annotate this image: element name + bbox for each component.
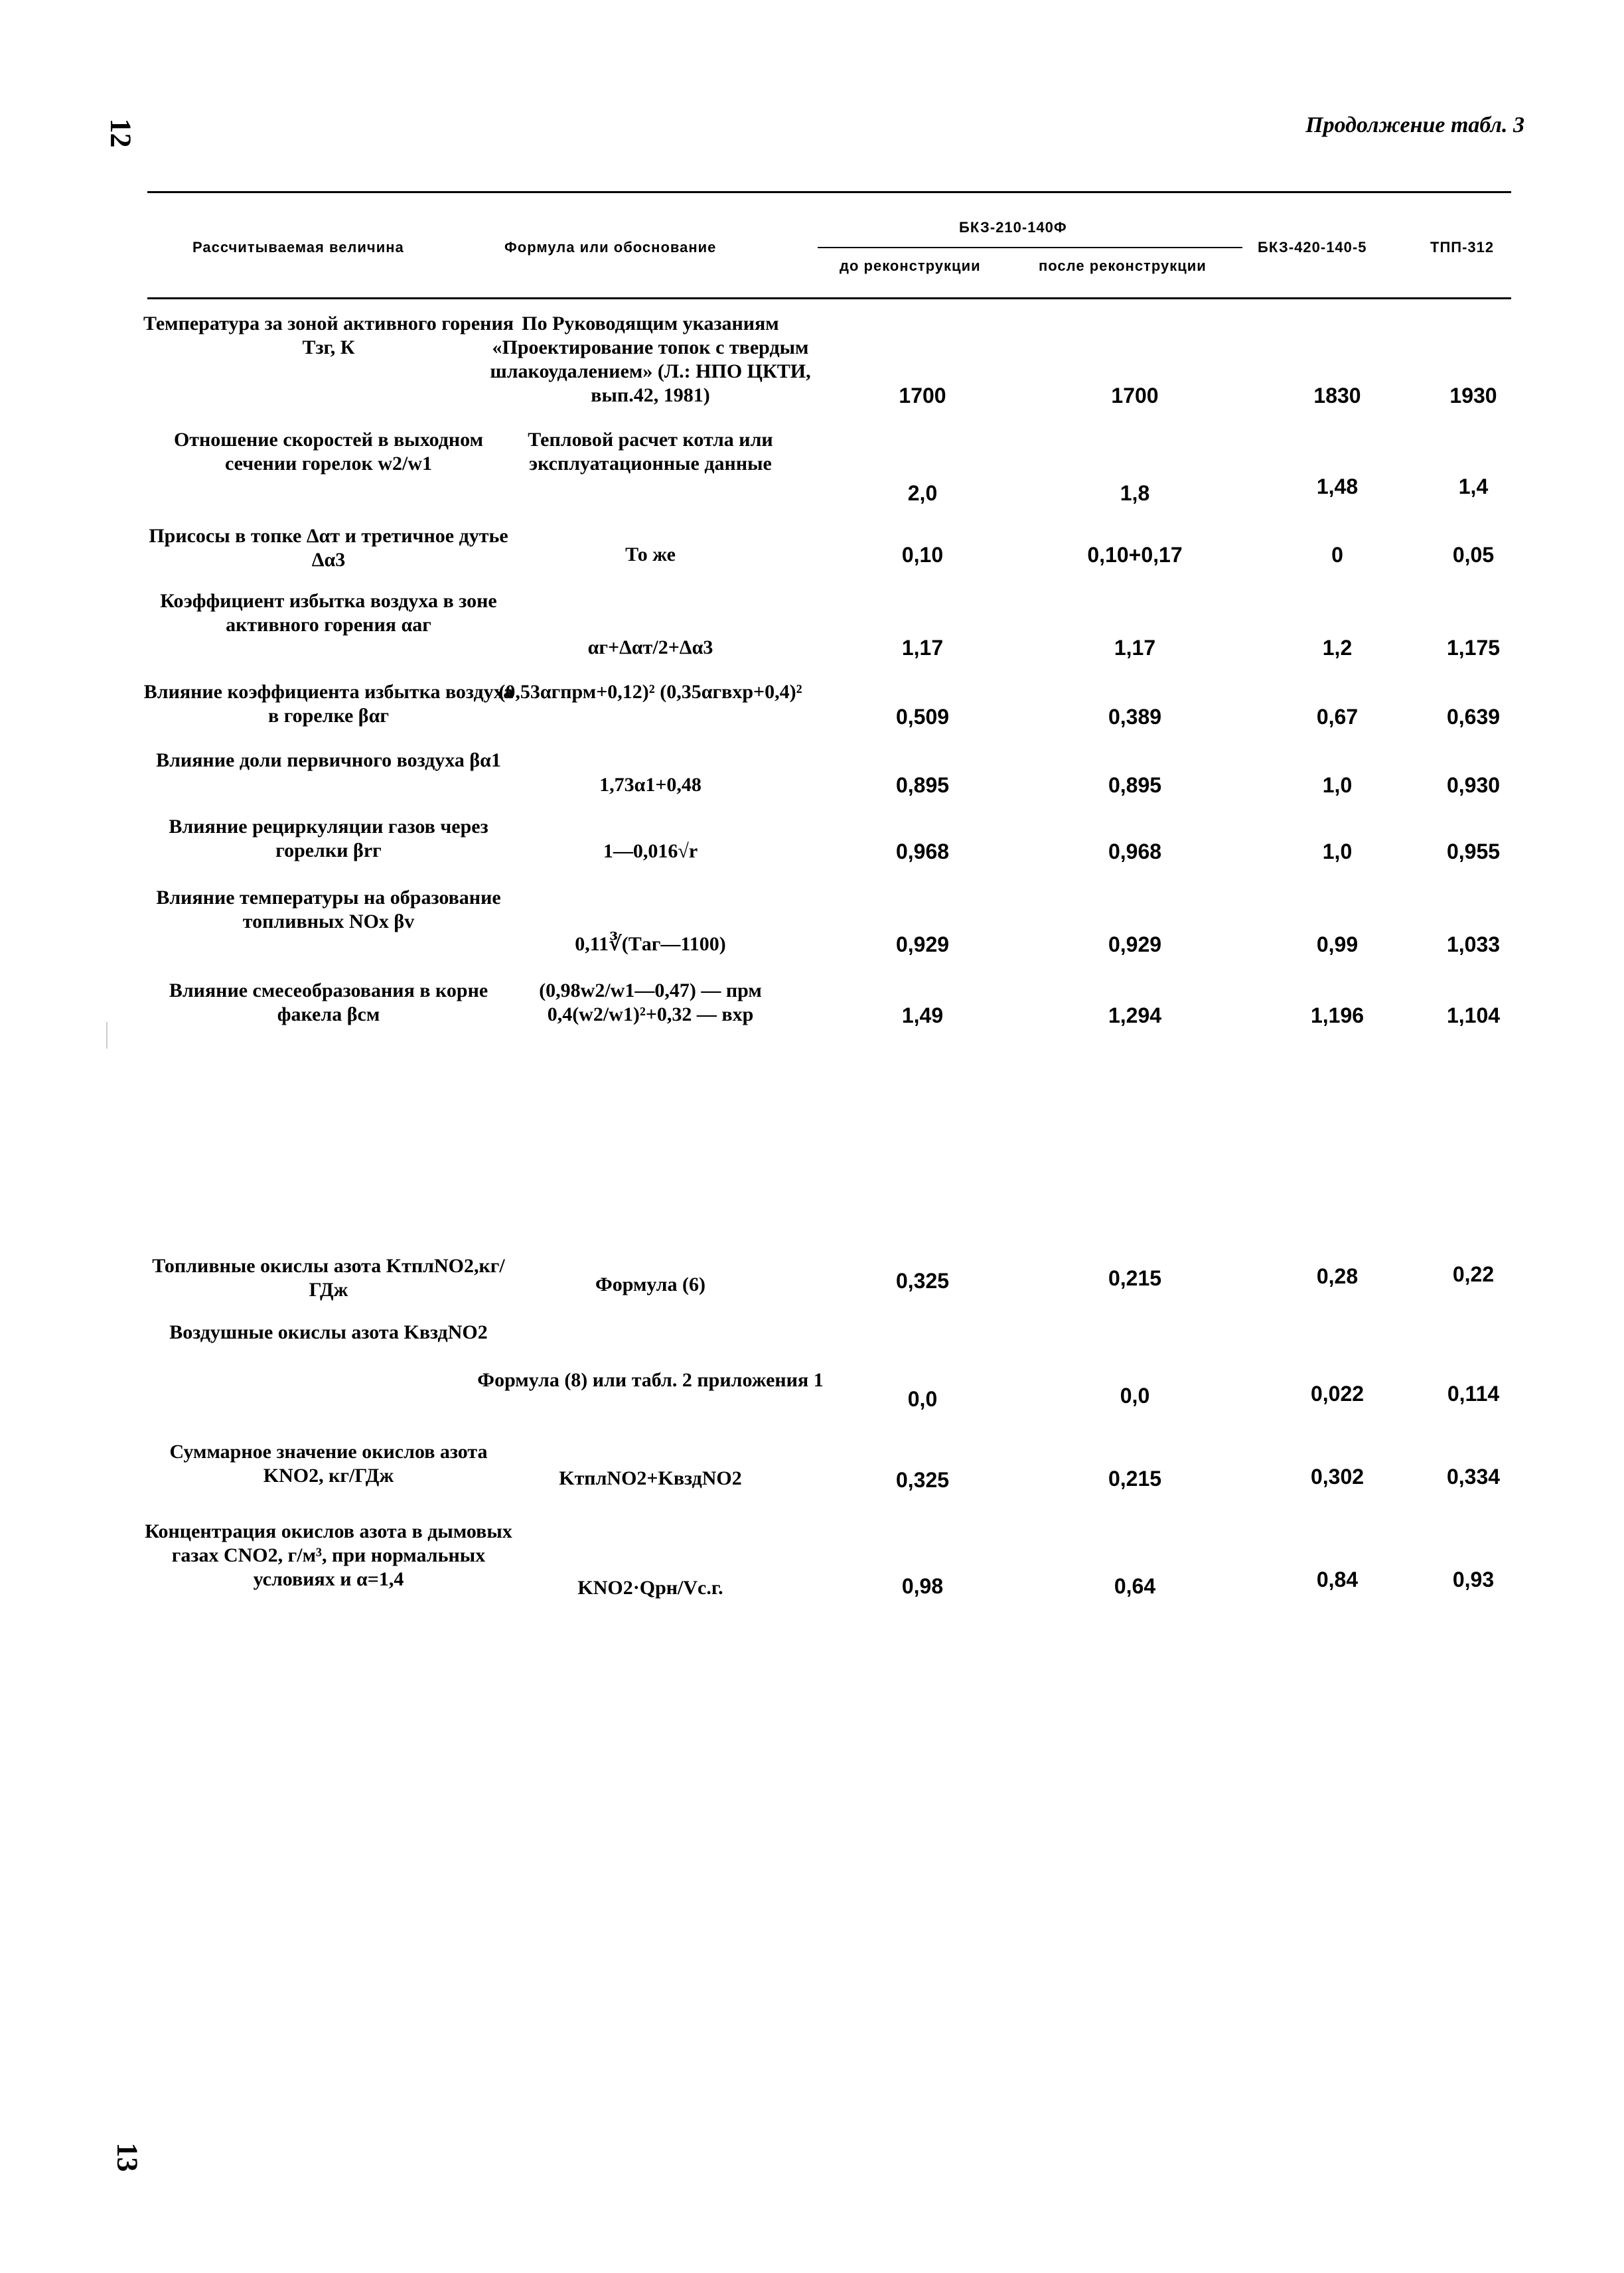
value-after: 1700 bbox=[1111, 384, 1159, 407]
value-after: 0,895 bbox=[1108, 773, 1162, 797]
value-before: 1,49 bbox=[901, 1003, 944, 1027]
row-formula: Тепловой расчет котла или эксплуатационные данные bbox=[528, 429, 773, 475]
value-bkz420: 1830 bbox=[1313, 384, 1361, 407]
value-tpp: 0,334 bbox=[1446, 1465, 1501, 1489]
value-tpp: 1,175 bbox=[1446, 636, 1501, 660]
value-bkz420: 1,0 bbox=[1322, 773, 1353, 797]
value-bkz420: 1,196 bbox=[1310, 1003, 1365, 1027]
value-tpp: 0,930 bbox=[1446, 773, 1501, 797]
row-quantity: Топливные окислы азота KтплNO2,кг/ГДж bbox=[152, 1255, 505, 1301]
header-tpp: ТПП-312 bbox=[1430, 239, 1495, 256]
value-before: 1,17 bbox=[901, 636, 944, 660]
page-number-top: 12 bbox=[104, 118, 137, 148]
header-before: до реконструкции bbox=[840, 257, 981, 274]
value-after: 0,215 bbox=[1108, 1266, 1162, 1290]
value-before: 1700 bbox=[899, 384, 946, 407]
value-tpp: 1930 bbox=[1449, 384, 1497, 407]
value-bkz420: 0,302 bbox=[1310, 1465, 1365, 1489]
value-after: 0,10+0,17 bbox=[1087, 543, 1183, 567]
row-quantity: Влияние температуры на образование топливных NOx βv bbox=[156, 887, 501, 932]
row-formula: 0,11∛(Tаг—1100) bbox=[575, 933, 726, 955]
value-tpp: 0,93 bbox=[1452, 1568, 1495, 1591]
value-bkz420: 0,022 bbox=[1310, 1382, 1365, 1406]
row-formula: 1,73α1+0,48 bbox=[599, 774, 701, 796]
value-before: 0,10 bbox=[901, 543, 944, 567]
value-bkz420: 0 bbox=[1331, 543, 1343, 567]
header-bkz420: БКЗ-420-140-5 bbox=[1258, 239, 1367, 256]
header-bottom-rule bbox=[147, 297, 1511, 299]
header-after: после реконструкции bbox=[1039, 257, 1207, 274]
value-bkz420: 0,99 bbox=[1316, 932, 1359, 956]
value-before: 0,968 bbox=[895, 840, 950, 863]
value-after: 0,968 bbox=[1108, 840, 1162, 863]
value-tpp: 0,05 bbox=[1452, 543, 1495, 567]
row-formula: То же bbox=[625, 544, 676, 565]
row-formula: (0,53αгпрм+0,12)² (0,35αгвхр+0,4)² bbox=[498, 681, 802, 703]
value-bkz420: 0,28 bbox=[1316, 1264, 1359, 1288]
row-quantity: Воздушные окислы азота KвздNO2 bbox=[169, 1321, 488, 1343]
header-formula: Формула или обоснование bbox=[504, 239, 717, 256]
row-formula: 1—0,016√r bbox=[603, 840, 698, 862]
value-bkz420: 0,84 bbox=[1316, 1568, 1359, 1591]
value-after: 0,64 bbox=[1114, 1574, 1156, 1598]
value-tpp: 0,22 bbox=[1452, 1262, 1495, 1286]
row-quantity: Присосы в топке Δαт и третичное дутье Δα3 bbox=[149, 525, 508, 571]
group-subrule bbox=[818, 247, 1242, 248]
continuation-caption: Продолжение табл. 3 bbox=[1305, 113, 1524, 137]
value-after: 0,0 bbox=[1120, 1384, 1150, 1408]
value-before: 0,98 bbox=[901, 1574, 944, 1598]
row-formula: αг+Δαт/2+Δα3 bbox=[587, 636, 713, 658]
table-top-rule bbox=[147, 191, 1511, 193]
value-before: 0,0 bbox=[907, 1387, 938, 1411]
value-after: 1,8 bbox=[1120, 481, 1150, 505]
row-formula: Формула (8) или табл. 2 приложения 1 bbox=[477, 1369, 824, 1391]
value-tpp: 1,4 bbox=[1458, 475, 1489, 498]
row-formula: (0,98w2/w1—0,47) — прм 0,4(w2/w1)²+0,32 — вхр bbox=[539, 980, 762, 1025]
row-quantity: Коэффициент избытка воздуха в зоне активного горения αаг bbox=[160, 590, 497, 636]
value-bkz420: 1,0 bbox=[1322, 840, 1353, 863]
row-formula: По Руководящим указаниям «Проектирование топок с твердым шлакоудалением» (Л.: НПО ЦКТИ, вып.42, 1981) bbox=[490, 313, 811, 406]
header-quantity: Рассчитываемая величина bbox=[192, 239, 404, 256]
value-bkz420: 0,67 bbox=[1316, 705, 1359, 729]
value-tpp: 0,955 bbox=[1446, 840, 1501, 863]
row-quantity: Суммарное значение окислов азота KNO2, кг/ГДж bbox=[169, 1441, 488, 1487]
value-bkz420: 1,2 bbox=[1322, 636, 1353, 660]
row-quantity: Отношение скоростей в выходном сечении горелок w2/w1 bbox=[173, 429, 484, 475]
value-tpp: 0,639 bbox=[1446, 705, 1501, 729]
value-after: 0,215 bbox=[1108, 1467, 1162, 1491]
value-before: 0,325 bbox=[895, 1468, 950, 1492]
row-quantity: Влияние смесеобразования в корне факела βсм bbox=[169, 980, 488, 1025]
value-before: 0,509 bbox=[895, 705, 950, 729]
row-formula: Формула (6) bbox=[595, 1274, 705, 1295]
page-number-bottom: 13 bbox=[111, 2142, 144, 2172]
row-quantity: Влияние доли первичного воздуха βα1 bbox=[156, 749, 501, 771]
value-tpp: 1,033 bbox=[1446, 932, 1501, 956]
row-quantity: Температура за зоной активного горения Tзг, К bbox=[143, 313, 514, 358]
row-quantity: Концентрация окислов азота в дымовых газах CNO2, г/м³, при нормальных условиях и α=1,4 bbox=[145, 1520, 512, 1590]
value-after: 0,389 bbox=[1108, 705, 1162, 729]
value-before: 0,929 bbox=[895, 932, 950, 956]
value-tpp: 1,104 bbox=[1446, 1003, 1501, 1027]
value-bkz420: 1,48 bbox=[1316, 475, 1359, 498]
margin-mark bbox=[106, 1022, 108, 1049]
value-before: 2,0 bbox=[907, 481, 938, 505]
value-after: 0,929 bbox=[1108, 932, 1162, 956]
value-after: 1,17 bbox=[1114, 636, 1156, 660]
value-after: 1,294 bbox=[1108, 1003, 1162, 1027]
row-formula: KтплNO2+KвздNO2 bbox=[559, 1467, 742, 1489]
row-formula: KNO2·Qрн/Vс.г. bbox=[577, 1577, 723, 1599]
row-quantity: Влияние рециркуляции газов через горелки βrг bbox=[169, 816, 488, 861]
row-quantity: Влияние коэффициента избытка воздуха в горелке βαг bbox=[143, 681, 514, 727]
value-before: 0,895 bbox=[895, 773, 950, 797]
value-tpp: 0,114 bbox=[1447, 1382, 1500, 1406]
value-before: 0,325 bbox=[895, 1269, 950, 1293]
header-group: БКЗ-210-140Ф bbox=[959, 219, 1067, 236]
